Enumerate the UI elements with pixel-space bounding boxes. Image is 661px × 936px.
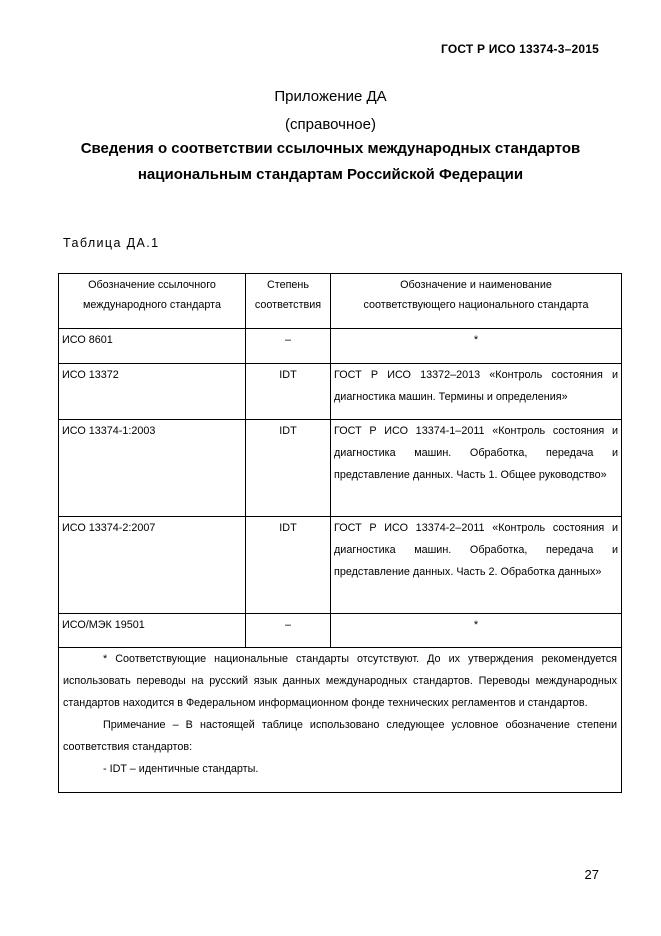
- header-col2-line2: соответствия: [254, 299, 322, 311]
- annex-heading-line1: Сведения о соответствии ссылочных международных стандартов: [80, 140, 581, 157]
- intl-standard-cell: ИСО 13374-2:2007: [59, 517, 246, 614]
- table-row: [59, 614, 622, 648]
- national-standard-cell: ГОСТ Р ИСО 13374-1–2011 «Контроль состояния и диагностика машин. Обработка, передача и представление данных. Часть 1. Общее руководство»: [331, 420, 622, 517]
- national-standard-cell: *: [331, 614, 622, 648]
- degree-cell: –: [246, 329, 331, 364]
- header-international-standard: [59, 274, 246, 329]
- intl-standard-cell: ИСО 13374-1:2003: [59, 420, 246, 517]
- page-number: 27: [584, 867, 599, 882]
- annex-heading-line2: национальным стандартам Российской Федерации: [137, 166, 524, 183]
- header-national-standard: [331, 274, 622, 329]
- table-row: [59, 329, 622, 364]
- table-row: [59, 420, 622, 517]
- header-col3-line1: Обозначение и наименование: [400, 279, 552, 291]
- idt-definition: - IDT – идентичные стандарты.: [103, 763, 259, 775]
- header-col2-line1: Степень: [266, 279, 310, 291]
- correspondence-table: [58, 273, 622, 793]
- intl-standard-cell: ИСО/МЭК 19501: [59, 614, 246, 648]
- star-footnote: * Соответствующие национальные стандарты отсутствуют. До их утверждения рекомендуется использовать переводы на русский язык данных международных стандартов. Переводы международных стандартов находится в Федеральном информационном фонде технических регламентов и стандартов.: [63, 653, 617, 709]
- national-standard-cell: *: [331, 329, 622, 364]
- degree-cell: IDT: [246, 420, 331, 517]
- annex-status: (справочное): [285, 116, 376, 133]
- footnote-cell: [59, 648, 622, 793]
- degree-cell: IDT: [246, 517, 331, 614]
- intl-standard-cell: ИСО 13372: [59, 364, 246, 420]
- table-label: Таблица ДА.1: [63, 236, 160, 250]
- intl-standard-cell: ИСО 8601: [59, 329, 246, 364]
- table-header-row: [59, 274, 622, 329]
- national-standard-cell: ГОСТ Р ИСО 13374-2–2011 «Контроль состояния и диагностика машин. Обработка, передача и представление данных. Часть 2. Обработка данных»: [331, 517, 622, 614]
- table-row: [59, 517, 622, 614]
- header-col3-line2: соответствующего национального стандарта: [363, 299, 589, 311]
- header-degree: [246, 274, 331, 329]
- national-standard-cell: ГОСТ Р ИСО 13372–2013 «Контроль состояния и диагностика машин. Термины и определения»: [331, 364, 622, 420]
- degree-cell: IDT: [246, 364, 331, 420]
- table-row: [59, 364, 622, 420]
- table-footnote-row: [59, 648, 622, 793]
- document-code: ГОСТ Р ИСО 13374-3–2015: [440, 42, 599, 56]
- degree-cell: –: [246, 614, 331, 648]
- table-note: Примечание – В настоящей таблице использовано следующее условное обозначение степени соответствия стандартов:: [63, 719, 617, 753]
- header-col1-line2: международного стандарта: [82, 299, 222, 311]
- header-col1-line1: Обозначение ссылочного: [88, 279, 216, 291]
- annex-title: Приложение ДА: [274, 88, 387, 105]
